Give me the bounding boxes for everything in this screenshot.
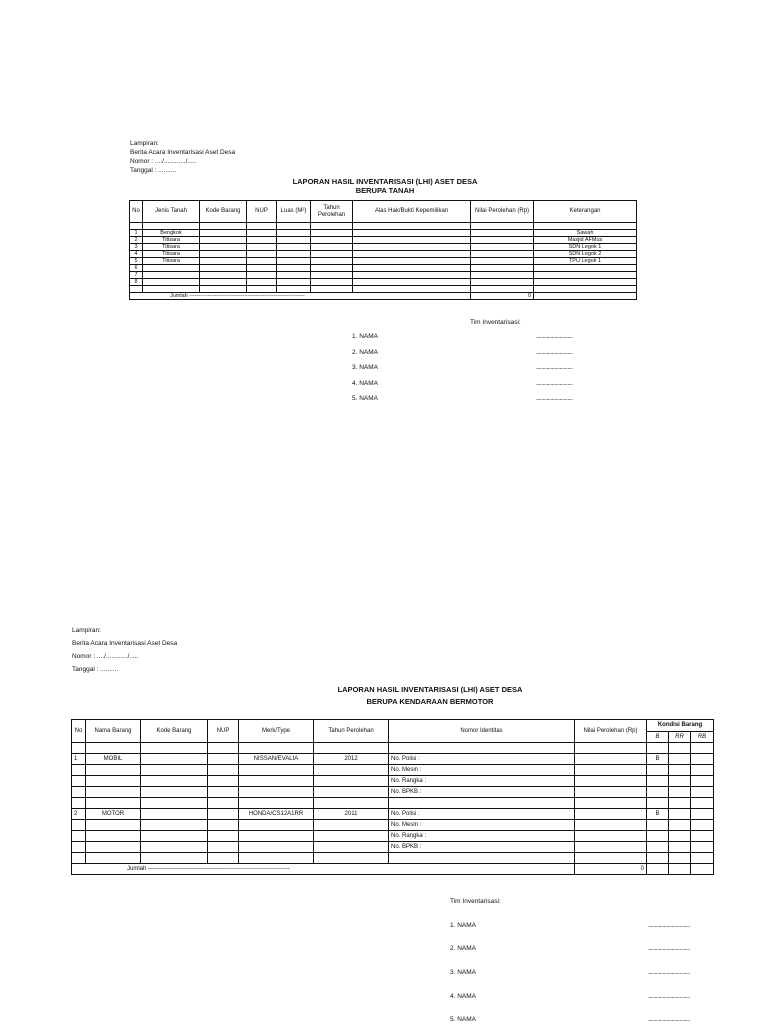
signature-line: ................................ — [648, 993, 690, 1000]
total-value: 0 — [471, 293, 534, 300]
signature-line: ............................ — [536, 395, 573, 402]
col-header: Alas Hak/Bukti Kepemilikan — [353, 201, 471, 223]
title-line: LAPORAN HASIL INVENTARISASI (LHI) ASET DESA — [292, 177, 478, 186]
meta-line: Lampiran: — [72, 627, 101, 634]
meta-line: Tanggal : .......... — [130, 167, 177, 174]
row-ket: Sawah — [534, 230, 637, 237]
row-no: 1 — [72, 754, 86, 765]
row-merk: NISSAN/EVALIA — [239, 754, 314, 765]
table-row — [130, 272, 637, 279]
table-row — [130, 258, 637, 265]
total-row — [130, 293, 637, 300]
row-tahun: 2011 — [314, 809, 389, 820]
table-row — [130, 265, 637, 272]
total-value: 0 — [575, 864, 647, 875]
table-row — [130, 251, 637, 258]
row-jenis: Bengkok — [143, 230, 200, 237]
title-line: BERUPA KENDARAAN BERMOTOR — [366, 697, 494, 706]
col-header: Kode Barang — [141, 720, 208, 743]
meta-line: Nomor : ..../............/..... — [130, 158, 197, 165]
team-member-label: 2. NAMA — [352, 349, 379, 356]
table-row — [130, 237, 637, 244]
team-label: Tim Inventarisasi: — [450, 898, 501, 905]
row-no: 6 — [130, 265, 143, 272]
id-label: No. Mesin : — [389, 765, 575, 776]
doc2-meta — [72, 624, 177, 676]
col-header: Tahun Perolehan — [314, 720, 389, 743]
signature-line: ................................ — [648, 969, 690, 976]
col-header: NUP — [247, 201, 277, 223]
row-no: 1 — [130, 230, 143, 237]
col-header: NUP — [208, 720, 239, 743]
title-line: LAPORAN HASIL INVENTARISASI (LHI) ASET DESA — [337, 685, 523, 694]
id-label: No. Rangka : — [389, 831, 575, 842]
id-label: No. Mesin : — [389, 820, 575, 831]
team-member-label: 3. NAMA — [450, 969, 477, 976]
col-header: Nama Barang — [86, 720, 141, 743]
row-ket: SDN Legok 1 — [534, 244, 637, 251]
table-row — [130, 230, 637, 237]
table-row — [130, 244, 637, 251]
signature-line: ................................ — [648, 1016, 690, 1023]
team-member-label: 4. NAMA — [352, 380, 379, 387]
col-header: Keterangan — [534, 201, 637, 223]
signature-line: ............................ — [536, 349, 573, 356]
row-jenis: Titisara — [143, 251, 200, 258]
team-member-label: 3. NAMA — [352, 364, 379, 371]
vehicle-table — [71, 719, 714, 875]
row-ket: Masjid AFMus — [534, 237, 637, 244]
col-header: No — [72, 720, 86, 743]
row-no: 7 — [130, 272, 143, 279]
col-header: Jenis Tanah — [143, 201, 200, 223]
row-no: 2 — [72, 809, 86, 820]
col-header: RR — [669, 732, 691, 743]
meta-line: Tanggal : .......... — [72, 666, 119, 673]
row-nama: MOBIL — [86, 754, 141, 765]
table-row — [130, 279, 637, 286]
id-label: No. Polisi : — [389, 809, 575, 820]
row-kondisi: B — [647, 809, 669, 820]
table-row — [72, 754, 714, 765]
total-row — [72, 864, 714, 875]
col-header: Kode Barang — [200, 201, 247, 223]
col-header: Luas (M²) — [277, 201, 311, 223]
meta-line: Nomor : ..../............/..... — [72, 653, 139, 660]
id-label: No. Rangka : — [389, 776, 575, 787]
col-header: B — [647, 732, 669, 743]
team-member-label: 4. NAMA — [450, 993, 477, 1000]
doc1-title — [230, 177, 540, 195]
meta-line: Lampiran: — [130, 140, 159, 147]
row-ket: TPU Legok 1 — [534, 258, 637, 265]
col-header: No — [130, 201, 143, 223]
col-header: Tahun Perolehan — [311, 201, 353, 223]
row-jenis: Titisara — [143, 237, 200, 244]
total-label: Jumlah ----------------------------------------------------------------------- — [72, 864, 575, 875]
col-header: Nilai Perolehan (Rp) — [471, 201, 534, 223]
signature-line: ................................ — [648, 922, 690, 929]
meta-line: Berita Acara Inventarisasi Aset Desa — [130, 149, 236, 156]
col-header: RB — [691, 732, 714, 743]
col-header: Merk/Type — [239, 720, 314, 743]
signature-line: ................................ — [648, 945, 690, 952]
row-no: 5 — [130, 258, 143, 265]
id-label: No. BPKB : — [389, 842, 575, 853]
row-no: 8 — [130, 279, 143, 286]
row-tahun: 2012 — [314, 754, 389, 765]
row-jenis: Titisara — [143, 244, 200, 251]
team-member-label: 1. NAMA — [352, 333, 379, 340]
signature-line: ............................ — [536, 364, 573, 371]
total-label: Jumlah --------------------------------------------------------------- — [130, 293, 471, 300]
doc2-title — [275, 684, 585, 708]
col-header: Kondisi Barang — [647, 720, 714, 732]
id-label: No. BPKB : — [389, 787, 575, 798]
row-kondisi: B — [647, 754, 669, 765]
row-no: 2 — [130, 237, 143, 244]
row-no: 4 — [130, 251, 143, 258]
col-header: Nomor Identitas — [389, 720, 575, 743]
id-label: No. Polisi : — [389, 754, 575, 765]
signature-line: ............................ — [536, 380, 573, 387]
signature-line: ............................ — [536, 333, 573, 340]
table-row — [72, 809, 714, 820]
team-member-label: 5. NAMA — [352, 395, 379, 402]
team-member-label: 2. NAMA — [450, 945, 477, 952]
row-nama: MOTOR — [86, 809, 141, 820]
team-member-label: 1. NAMA — [450, 922, 477, 929]
meta-line: Berita Acara Inventarisasi Aset Desa — [72, 640, 178, 647]
row-no: 3 — [130, 244, 143, 251]
doc1-meta — [130, 139, 235, 175]
title-line: BERUPA TANAH — [355, 186, 415, 195]
team-label: Tim Inventarisasi: — [470, 319, 521, 326]
land-table — [129, 200, 637, 300]
row-jenis: Titisara — [143, 258, 200, 265]
row-ket: SDN Legok 2 — [534, 251, 637, 258]
row-merk: HONDA/CS12A1RR — [239, 809, 314, 820]
team-member-label: 5. NAMA — [450, 1016, 477, 1023]
col-header: Nilai Perolehan (Rp) — [575, 720, 647, 743]
